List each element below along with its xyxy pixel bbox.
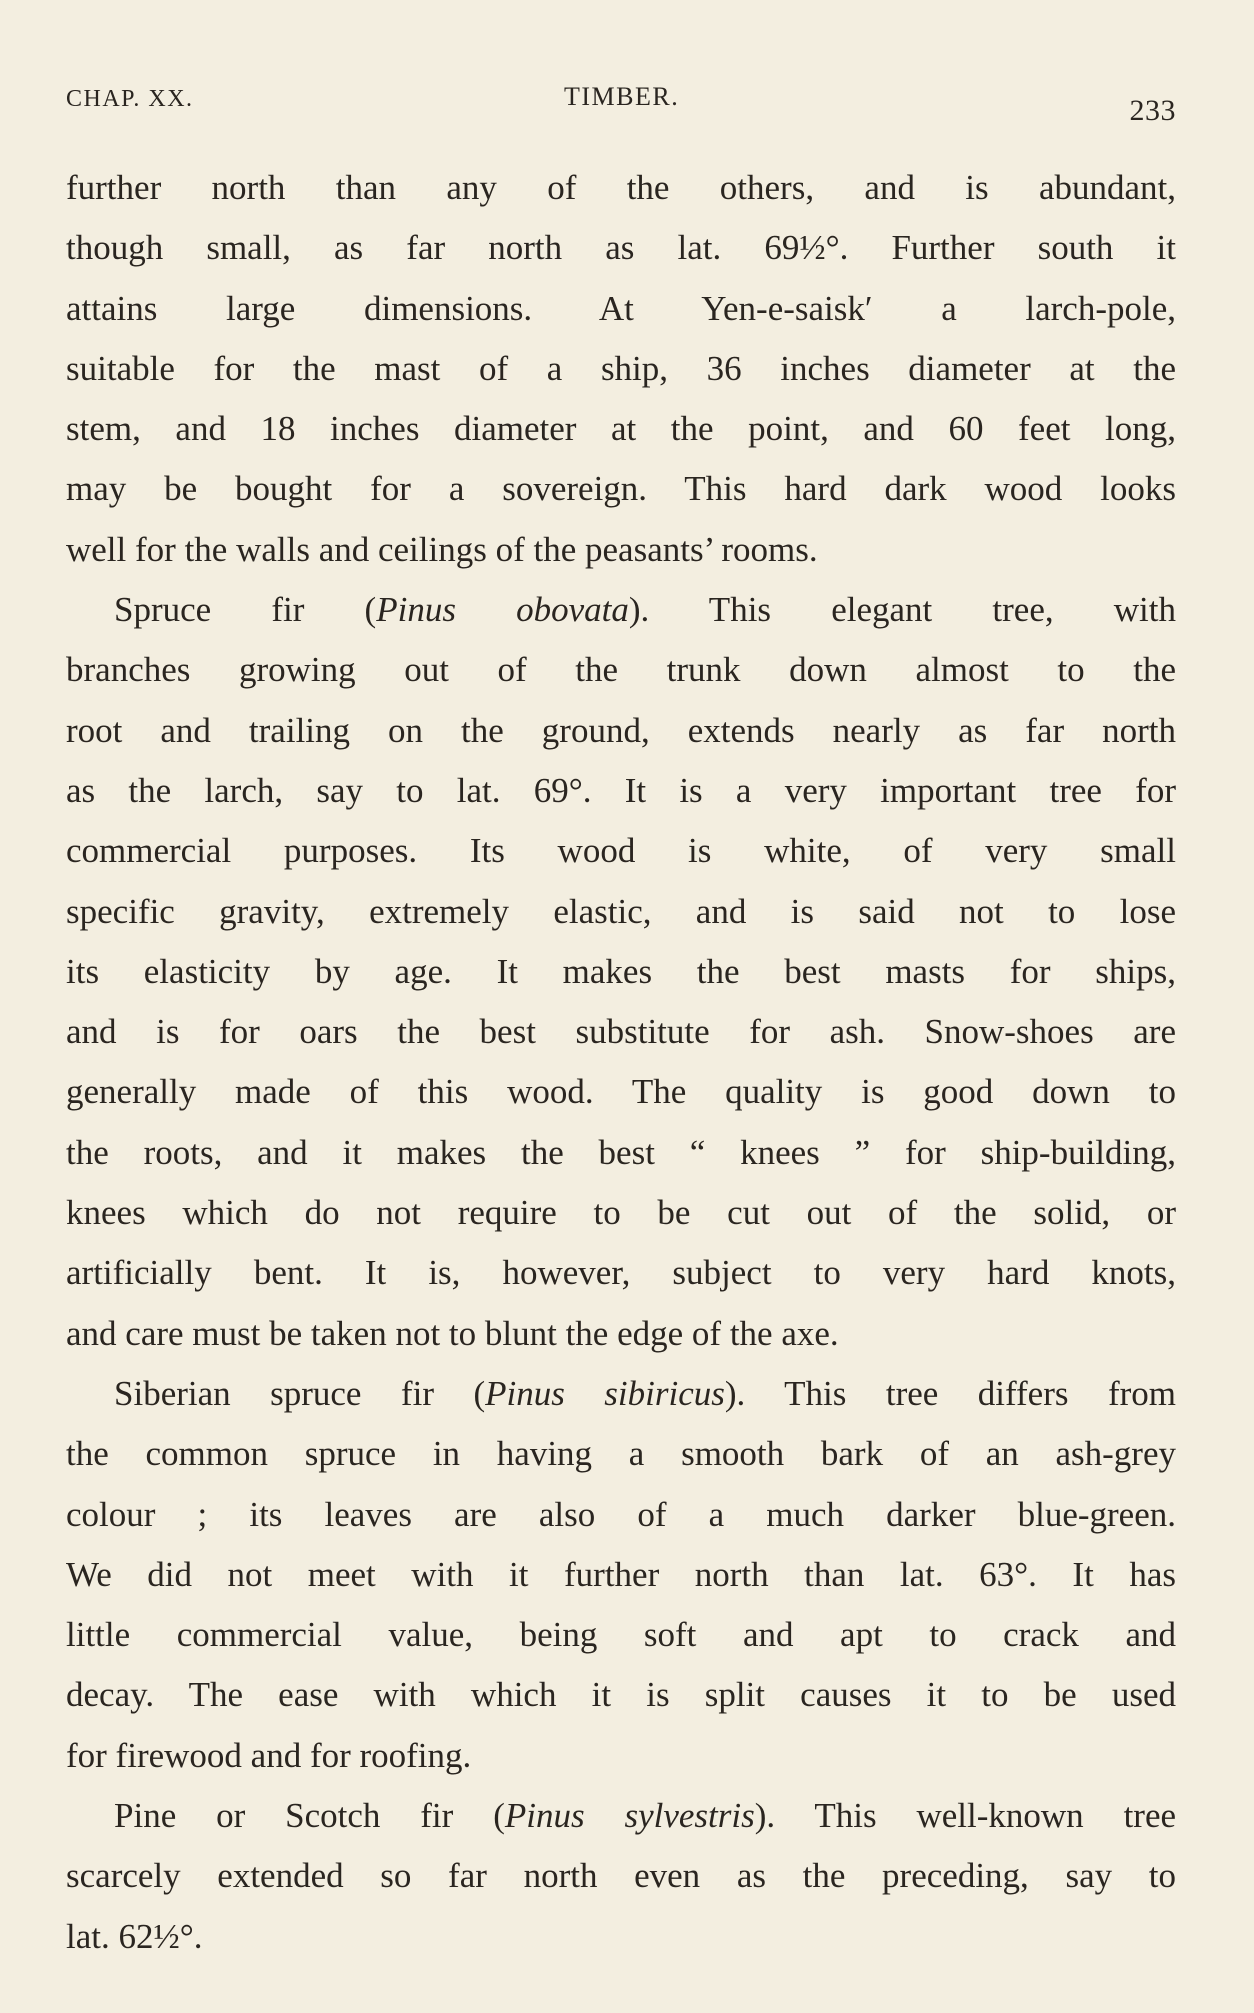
text-line	[66, 1183, 1176, 1243]
text-line	[66, 942, 1176, 1002]
body-text	[66, 158, 1176, 1967]
text-line	[66, 1726, 1176, 1786]
text-run: ). This elegant tree, with	[628, 590, 1176, 630]
text-run: colour ; its leaves are also of a much darker blue-green.	[66, 1494, 1176, 1534]
text-line	[66, 1907, 1176, 1967]
text-line	[66, 821, 1176, 881]
text-line	[66, 882, 1176, 942]
text-run: lat. 62½°.	[66, 1916, 203, 1956]
text-line	[66, 1002, 1176, 1062]
text-line	[66, 339, 1176, 399]
text-line	[66, 580, 1176, 640]
text-run: ). This well-known tree	[754, 1796, 1177, 1836]
text-line	[66, 1545, 1176, 1605]
text-run: for firewood and for roofing.	[66, 1735, 472, 1775]
chapter-label: CHAP. XX.	[66, 86, 194, 112]
text-line	[66, 1243, 1176, 1303]
text-run: artificially bent. It is, however, subject to very hard knots,	[66, 1253, 1176, 1293]
text-run: commercial purposes. Its wood is white, of very small	[66, 831, 1176, 871]
text-line	[66, 1605, 1176, 1665]
text-run: well for the walls and ceilings of the peasants’ rooms.	[66, 529, 818, 569]
text-line	[66, 1786, 1176, 1846]
latin-name: Pinus obovata	[376, 590, 629, 630]
text-run: little commercial value, being soft and apt to crack and	[66, 1615, 1176, 1655]
text-run: its elasticity by age. It makes the best masts for ships,	[66, 951, 1176, 991]
text-run: Spruce fir (	[114, 590, 377, 630]
text-line	[66, 399, 1176, 459]
text-run: generally made of this wood. The quality is good down to	[66, 1072, 1176, 1112]
text-line	[66, 1485, 1176, 1545]
text-run: the common spruce in having a smooth bark of an ash-grey	[66, 1434, 1176, 1474]
text-run: and care must be taken not to blunt the edge of the axe.	[66, 1313, 839, 1353]
text-run: may be bought for a sovereign. This hard dark wood looks	[66, 469, 1176, 509]
text-run: the roots, and it makes the best “ knees ” for ship-building,	[66, 1132, 1176, 1172]
text-line	[66, 158, 1176, 218]
text-line	[66, 1304, 1176, 1364]
text-line	[66, 520, 1176, 580]
text-line	[66, 218, 1176, 278]
text-run: knees which do not require to be cut out of the solid, or	[66, 1193, 1176, 1233]
text-run: stem, and 18 inches diameter at the point, and 60 feet long,	[66, 409, 1176, 449]
latin-name: Pinus sylvestris	[504, 1796, 755, 1836]
text-run: decay. The ease with which it is split causes it to be used	[66, 1675, 1176, 1715]
text-line	[66, 701, 1176, 761]
text-run: branches growing out of the trunk down almost to the	[66, 650, 1176, 690]
text-run: as the larch, say to lat. 69°. It is a very important tree for	[66, 770, 1176, 810]
page-number: 233	[1129, 94, 1176, 127]
chapter-title: TIMBER.	[564, 82, 680, 111]
text-run: further north than any of the others, and is abundant,	[66, 168, 1176, 207]
text-run: ). This tree differs from	[724, 1373, 1176, 1413]
text-run: attains large dimensions. At Yen-e-saisk′ a larch-pole,	[66, 288, 1176, 328]
text-run: suitable for the mast of a ship, 36 inches diameter at the	[66, 348, 1176, 388]
text-line	[66, 640, 1176, 700]
text-line	[66, 459, 1176, 519]
text-line	[66, 761, 1176, 821]
text-run: scarcely extended so far north even as the preceding, say to	[66, 1856, 1176, 1896]
running-head	[66, 80, 1176, 127]
text-run: specific gravity, extremely elastic, and is said not to lose	[66, 891, 1176, 931]
text-line	[66, 1364, 1176, 1424]
text-line	[66, 279, 1176, 339]
text-line	[66, 1846, 1176, 1906]
text-run: Pine or Scotch fir (	[114, 1796, 505, 1836]
text-run: though small, as far north as lat. 69½°. Further south it	[66, 228, 1176, 268]
latin-name: Pinus sibiricus	[485, 1373, 725, 1413]
text-run: root and trailing on the ground, extends nearly as far north	[66, 710, 1176, 750]
text-line	[66, 1062, 1176, 1122]
text-run: Siberian spruce fir (	[114, 1373, 486, 1413]
text-run: We did not meet with it further north than lat. 63°. It has	[66, 1554, 1176, 1594]
text-line	[66, 1665, 1176, 1725]
text-run: and is for oars the best substitute for ash. Snow-shoes are	[66, 1012, 1176, 1052]
text-line	[66, 1123, 1176, 1183]
text-line	[66, 1424, 1176, 1484]
